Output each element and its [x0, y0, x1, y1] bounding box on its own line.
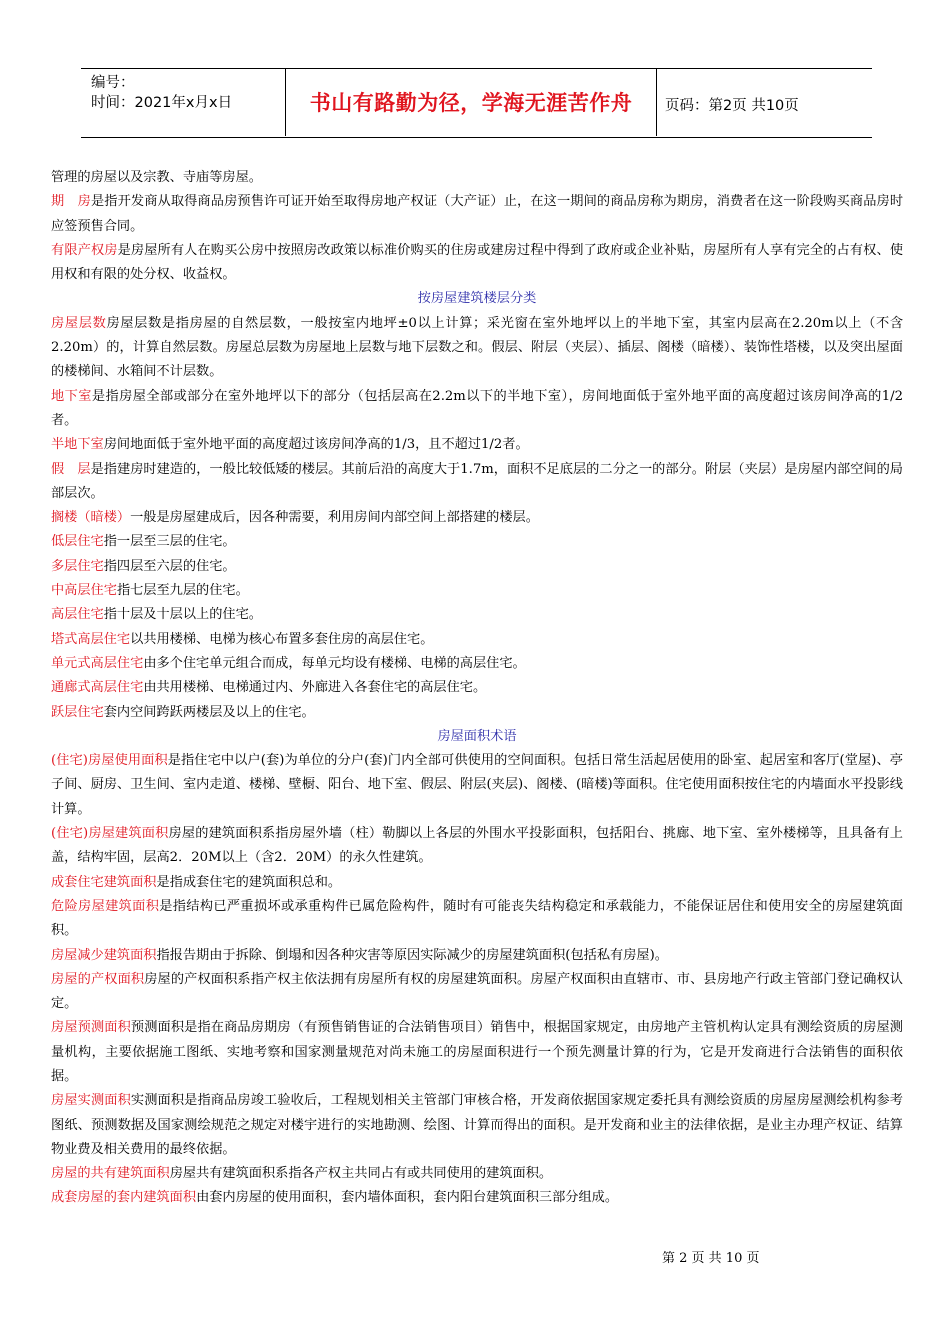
definition-paragraph: [51, 1016, 903, 1089]
term-label: 房屋的共有建筑面积: [51, 1166, 170, 1182]
term-label: (住宅)房屋使用面积: [51, 753, 168, 769]
definition-paragraph: [51, 822, 903, 871]
term-label: 期 房: [51, 194, 91, 210]
section-heading: 房屋面积术语: [437, 728, 517, 744]
term-label: 高层住宅: [51, 607, 104, 623]
term-definition: 指七层至九层的住宅。: [116, 583, 249, 599]
term-definition: 实测面积是指商品房竣工验收后，工程规划相关主管部门审核合格，开发商依据国家规定委托具有测绘资质的房屋房屋测绘机构参考图纸、预测数据及国家测绘规范之规定对楼宇进行的实地勘测、绘图、计算而得出的面积。是开发商和业主的法律依据，是业主办理产权证、结算物业费及相关费用的最终依据。: [51, 1093, 903, 1157]
term-definition: 房屋共有建筑面积系指各产权主共同占有或共同使用的建筑面积。: [169, 1166, 553, 1182]
definition-paragraph: [51, 652, 903, 676]
definition-paragraph: [51, 555, 903, 579]
section-heading: 按房屋建筑楼层分类: [417, 291, 537, 307]
term-definition: 由套内房屋的使用面积，套内墙体面积，套内阳台建筑面积三部分组成。: [196, 1190, 619, 1206]
definition-paragraph: [51, 701, 903, 725]
term-definition: 是指建房时建造的，一般比较低矮的楼层。其前后沿的高度大于1.7m，面积不足底层的二分之一的部分。附层（夹层）是房屋内部空间的局部层次。: [51, 461, 903, 501]
definition-paragraph: [51, 1162, 903, 1186]
term-label: 地下室: [51, 388, 92, 404]
header-info: [91, 73, 232, 113]
term-definition: 指一层至三层的住宅。: [103, 534, 236, 550]
term-label: 塔式高层住宅: [51, 631, 131, 647]
term-definition: 是指房屋全部或部分在室外地坪以下的部分（包括层高在2.2m以下的半地下室），房间地面低于室外地平面的高度超过该房间净高的1/2者。: [51, 388, 903, 428]
definition-paragraph: [51, 895, 903, 944]
term-definition: 套内空间跨跃两楼层及以上的住宅。: [103, 704, 315, 720]
term-label: 跃层住宅: [51, 704, 104, 720]
term-label: 成套住宅建筑面积: [51, 874, 157, 890]
term-definition: 一般是房屋建成后，因各种需要，利用房间内部空间上部搭建的楼层。: [130, 510, 539, 526]
definition-paragraph: [51, 1186, 903, 1210]
term-definition: 是房屋所有人在购买公房中按照房改政策以标准价购买的住房或建房过程中得到了政府或企业补贴，房屋所有人享有完全的占有权、使用权和有限的处分权、收益权。: [51, 242, 904, 283]
definition-paragraph: [51, 1089, 903, 1162]
definition-paragraph: [51, 676, 903, 700]
term-definition: 指报告期由于拆除、倒塌和因各种灾害等原因实际减少的房屋建筑面积(包括私有房屋)。: [156, 947, 668, 963]
term-label: 房屋预测面积: [51, 1020, 131, 1036]
term-label: 多层住宅: [51, 558, 104, 574]
definition-paragraph: [51, 433, 903, 457]
term-definition: 是指结构已严重损坏或承重构件已属危险构件，随时有可能丧失结构稳定和承载能力，不能保证居住和使用安全的房屋建筑面积。: [51, 898, 903, 939]
term-definition: 房间地面低于室外地平面的高度超过该房间净高的1/3，且不超过1/2者。: [103, 437, 529, 453]
definition-paragraph: [51, 239, 903, 288]
definition-paragraph: [51, 190, 903, 239]
definition-paragraph: [51, 968, 903, 1017]
term-label: 低层住宅: [51, 534, 104, 550]
term-label: 房屋实测面积: [51, 1093, 131, 1109]
term-definition: 管理的房屋以及宗教、寺庙等房屋。: [51, 170, 262, 185]
definition-paragraph: [51, 603, 903, 627]
term-definition: 房屋的建筑面积系指房屋外墙（柱）勒脚以上各层的外围水平投影面积，包括阳台、挑廊、地下室、室外楼梯等，且具备有上盖，结构牢固，层高2．20M以上（含2．20M）的永久性建筑。: [51, 826, 903, 866]
definition-paragraph: [51, 530, 903, 554]
term-definition: 预测面积是指在商品房期房（有预售销售证的合法销售项目）销售中，根据国家规定，由房地产主管机构认定具有测绘资质的房屋测量机构，主要依据施工图纸、实地考察和国家测量规范对尚未施工的房屋面积进行一个预先测量计算的行为，它是开发商进行合法销售的面积依据。: [51, 1020, 903, 1084]
term-label: 房屋的产权面积: [51, 971, 145, 987]
term-definition: 由多个住宅单元组合而成，每单元均设有楼梯、电梯的高层住宅。: [143, 655, 526, 671]
document-number-label: 编号：: [91, 75, 135, 91]
term-label: 搁楼（暗楼）: [51, 510, 131, 526]
term-definition: 是指开发商从取得商品房预售许可证开始至取得房地产权证（大产证）止，在这一期间的商品房称为期房，消费者在这一阶段购买商品房时应签预售合同。: [51, 194, 904, 234]
term-label: 房屋减少建筑面积: [51, 947, 157, 963]
term-definition: 是指住宅中以户(套)为单位的分户(套)门内全部可供使用的空间面积。包括日常生活起居使用的卧室、起居室和客厅(堂屋)、亭子间、厨房、卫生间、室内走道、楼梯、壁橱、阳台、地下室、假层、附层(夹层)、阁楼、(暗楼)等面积。住宅使用面积按住宅的内墙面水平投影线计算。: [51, 753, 903, 817]
definition-paragraph: [51, 166, 903, 190]
definition-paragraph: [51, 579, 903, 603]
document-body: [51, 166, 903, 1211]
definition-paragraph: [51, 385, 903, 434]
term-definition: 以共用楼梯、电梯为核心布置多套住房的高层住宅。: [130, 631, 434, 647]
term-definition: 是指成套住宅的建筑面积总和。: [156, 874, 342, 890]
term-label: 假 层: [51, 461, 91, 477]
term-label: 中高层住宅: [51, 583, 117, 599]
term-definition: 由共用楼梯、电梯通过内、外廊进入各套住宅的高层住宅。: [143, 680, 487, 696]
definition-paragraph: [51, 458, 903, 507]
term-definition: 房屋的产权面积系指产权主依法拥有房屋所有权的房屋建筑面积。房屋产权面积由直辖市、市、县房地产行政主管部门登记确权认定。: [51, 971, 903, 1012]
term-label: 成套房屋的套内建筑面积: [51, 1190, 197, 1206]
term-label: 危险房屋建筑面积: [51, 898, 160, 914]
term-label: 半地下室: [51, 437, 104, 453]
definition-paragraph: [51, 312, 903, 385]
definition-paragraph: [51, 628, 903, 652]
term-definition: 指十层及十层以上的住宅。: [103, 607, 262, 623]
header-page-number: 页码：第2页 共10页: [665, 98, 799, 114]
term-label: 通廊式高层住宅: [51, 680, 144, 696]
term-label: 有限产权房: [51, 242, 118, 258]
document-time-label: 时间：2021年x月x日: [91, 95, 233, 111]
definition-paragraph: [51, 506, 903, 530]
definition-paragraph: [51, 944, 903, 968]
definition-paragraph: [51, 871, 903, 895]
page-footer: 第 2 页 共 10 页: [662, 1251, 760, 1266]
term-label: 房屋层数: [51, 315, 107, 331]
term-definition: 指四层至六层的住宅。: [103, 558, 236, 574]
term-definition: 房屋层数是指房屋的自然层数，一般按室内地坪±0以上计算；采光窗在室外地坪以上的半地下室，其室内层高在2.20m以上（不含2.20m）的，计算自然层数。房屋总层数为房屋地上层数与地下层数之和。假层、附层（夹层）、插层、阁楼（暗楼）、装饰性塔楼，以及突出屋面的楼梯间、水箱间不计层数。: [51, 315, 904, 380]
term-label: 单元式高层住宅: [51, 655, 144, 671]
term-label: (住宅)房屋建筑面积: [51, 826, 169, 842]
definition-paragraph: [51, 749, 903, 822]
header-motto: 书山有路勤为径，学海无涯苦作舟: [285, 68, 657, 136]
page-header: [81, 68, 872, 138]
